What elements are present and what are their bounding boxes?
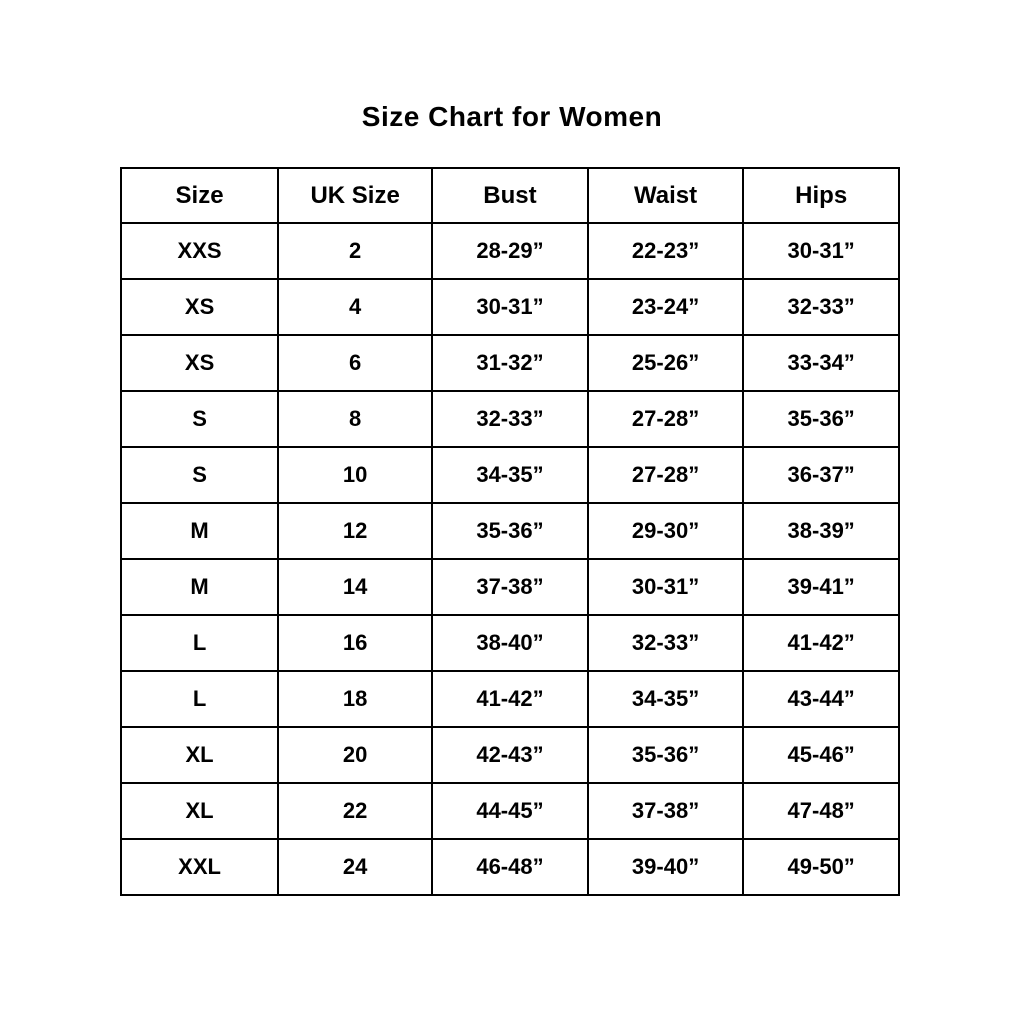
table-cell: M — [121, 559, 278, 615]
table-cell: 30-31” — [743, 223, 899, 279]
table-cell: 47-48” — [743, 783, 899, 839]
table-cell: 20 — [278, 727, 432, 783]
table-row — [121, 727, 899, 783]
header-cell-waist: Waist — [588, 168, 744, 223]
table-cell: 46-48” — [432, 839, 588, 895]
table-cell: 41-42” — [743, 615, 899, 671]
table-cell: S — [121, 391, 278, 447]
table-row — [121, 391, 899, 447]
table-cell: 25-26” — [588, 335, 744, 391]
table-row — [121, 279, 899, 335]
table-cell: XS — [121, 279, 278, 335]
table-cell: 49-50” — [743, 839, 899, 895]
table-cell: 36-37” — [743, 447, 899, 503]
table-cell: 34-35” — [588, 671, 744, 727]
table-cell: XXS — [121, 223, 278, 279]
table-cell: 22 — [278, 783, 432, 839]
table-cell: 42-43” — [432, 727, 588, 783]
table-row — [121, 559, 899, 615]
table-cell: 43-44” — [743, 671, 899, 727]
table-cell: 10 — [278, 447, 432, 503]
table-cell: 30-31” — [588, 559, 744, 615]
table-cell: 22-23” — [588, 223, 744, 279]
table-cell: 37-38” — [588, 783, 744, 839]
table-cell: 18 — [278, 671, 432, 727]
table-row — [121, 839, 899, 895]
table-row — [121, 223, 899, 279]
table-cell: 6 — [278, 335, 432, 391]
table-cell: 32-33” — [588, 615, 744, 671]
table-cell: 4 — [278, 279, 432, 335]
table-cell: 38-39” — [743, 503, 899, 559]
table-cell: XL — [121, 727, 278, 783]
table-cell: 27-28” — [588, 447, 744, 503]
table-cell: 27-28” — [588, 391, 744, 447]
table-cell: XXL — [121, 839, 278, 895]
table-cell: 30-31” — [432, 279, 588, 335]
table-cell: 28-29” — [432, 223, 588, 279]
header-cell-size: Size — [121, 168, 278, 223]
table-cell: 35-36” — [432, 503, 588, 559]
table-cell: 14 — [278, 559, 432, 615]
table-row — [121, 783, 899, 839]
table-cell: S — [121, 447, 278, 503]
table-cell: 39-41” — [743, 559, 899, 615]
table-cell: 39-40” — [588, 839, 744, 895]
header-row — [121, 168, 899, 223]
table-cell: 37-38” — [432, 559, 588, 615]
header-cell-uk-size: UK Size — [278, 168, 432, 223]
table-cell: 16 — [278, 615, 432, 671]
table-cell: 31-32” — [432, 335, 588, 391]
table-cell: 44-45” — [432, 783, 588, 839]
table-cell: 29-30” — [588, 503, 744, 559]
table-cell: XL — [121, 783, 278, 839]
table-cell: XS — [121, 335, 278, 391]
table-cell: 41-42” — [432, 671, 588, 727]
table-row — [121, 671, 899, 727]
table-cell: 24 — [278, 839, 432, 895]
table-cell: 45-46” — [743, 727, 899, 783]
table-row — [121, 447, 899, 503]
table-cell: L — [121, 615, 278, 671]
table-cell: M — [121, 503, 278, 559]
table-row — [121, 335, 899, 391]
table-cell: 35-36” — [743, 391, 899, 447]
table-cell: 2 — [278, 223, 432, 279]
table-cell: 33-34” — [743, 335, 899, 391]
table-row — [121, 503, 899, 559]
table-cell: L — [121, 671, 278, 727]
table-cell: 32-33” — [743, 279, 899, 335]
header-cell-hips: Hips — [743, 168, 899, 223]
page-title: Size Chart for Women — [361, 101, 663, 132]
table-cell: 34-35” — [432, 447, 588, 503]
header-cell-bust: Bust — [432, 168, 588, 223]
table-cell: 35-36” — [588, 727, 744, 783]
table-cell: 32-33” — [432, 391, 588, 447]
table-cell: 23-24” — [588, 279, 744, 335]
table-body — [121, 223, 899, 895]
size-chart-table — [120, 167, 900, 896]
table-row — [121, 615, 899, 671]
table-cell: 38-40” — [432, 615, 588, 671]
table-cell: 12 — [278, 503, 432, 559]
table-cell: 8 — [278, 391, 432, 447]
